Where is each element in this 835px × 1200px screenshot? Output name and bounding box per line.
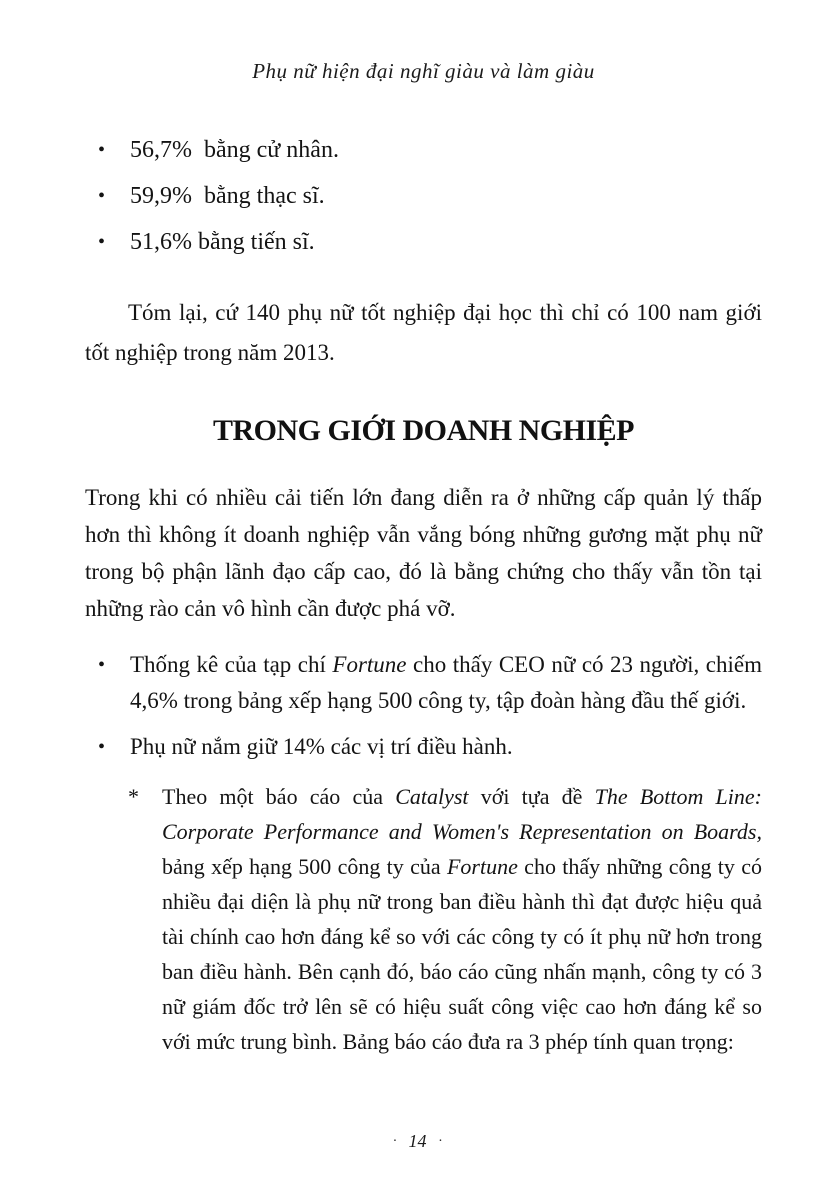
- italic-segment: The Bottom Line: Corporate Performance and Women's Representation on Boards,: [162, 784, 762, 844]
- footer-right-dot: ·: [438, 1134, 442, 1149]
- italic-segment: Fortune: [446, 854, 518, 879]
- bullet-dot-icon: •: [98, 185, 106, 207]
- stat-text: 59,9% bằng thạc sĩ.: [130, 183, 325, 209]
- footnote-text: [162, 779, 762, 1059]
- italic-segment: Fortune: [332, 652, 407, 677]
- page-footer: [0, 1131, 835, 1152]
- stats-list: [85, 136, 762, 257]
- bullet-dot-icon: •: [98, 231, 106, 253]
- stat-text: 51,6% bằng tiến sĩ.: [130, 229, 315, 255]
- intro-paragraph: Trong khi có nhiều cải tiến lớn đang diễn ra ở những cấp quản lý thấp hơn thì không ít doanh nghiệp vẫn vắng bóng những gương mặt phụ nữ trong bộ phận lãnh đạo cấp cao, đó là bằng chứng cho thấy vẫn tồn tại những rào cản vô hình cần được phá vỡ.: [85, 485, 762, 621]
- bullet-dot-icon: •: [98, 654, 106, 676]
- text-segment: Thống kê của tạp chí: [130, 652, 333, 677]
- text-segment: bảng xếp hạng 500 công ty của: [162, 854, 447, 879]
- italic-segment: Catalyst: [395, 784, 469, 809]
- list-item: [85, 136, 762, 165]
- section-bullet-list: [85, 647, 762, 765]
- asterisk-marker: *: [128, 784, 139, 809]
- bullet-text: [130, 647, 762, 719]
- summary-paragraph: Tóm lại, cứ 140 phụ nữ tốt nghiệp đại học thì chỉ có 100 nam giới tốt nghiệp trong năm 2013.: [85, 300, 762, 365]
- text-segment: Theo một báo cáo của: [162, 784, 396, 809]
- page-number: 14: [408, 1131, 427, 1151]
- bullet-dot-icon: •: [98, 736, 106, 758]
- bullet-dot-icon: •: [98, 139, 106, 161]
- section-heading: TRONG GIỚI DOANH NGHIỆP: [212, 414, 635, 447]
- bullet-text: Phụ nữ nắm giữ 14% các vị trí điều hành.: [130, 734, 513, 759]
- footer-left-dot: ·: [393, 1134, 397, 1149]
- list-item: [85, 228, 762, 257]
- running-header: Phụ nữ hiện đại nghĩ giàu và làm giàu: [252, 59, 595, 83]
- text-segment: cho thấy những công ty có nhiều đại diện là phụ nữ trong ban điều hành thì đạt được hiệu quả tài chính cao hơn đáng kể so với các công ty có ít phụ nữ hơn trong ban điều hành. Bên cạnh đó, báo cáo cũng nhấn mạnh, công ty có 3 nữ giám đốc trở lên sẽ có hiệu suất công việc cao hơn đáng kể so với mức trung bình. Bảng báo cáo đưa ra 3 phép tính quan trọng:: [162, 854, 762, 1054]
- text-segment: với tựa đề: [468, 784, 595, 809]
- list-item: [85, 647, 762, 719]
- text-segment: cho thấy CEO nữ có 23 người, chiếm 4,6% trong bảng xếp hạng 500 công ty, tập đoàn hàng đầu thế giới.: [130, 652, 763, 713]
- list-item: [85, 729, 762, 765]
- footnote-item: [128, 779, 762, 1059]
- stat-text: 56,7% bằng cử nhân.: [130, 137, 339, 163]
- list-item: [85, 182, 762, 211]
